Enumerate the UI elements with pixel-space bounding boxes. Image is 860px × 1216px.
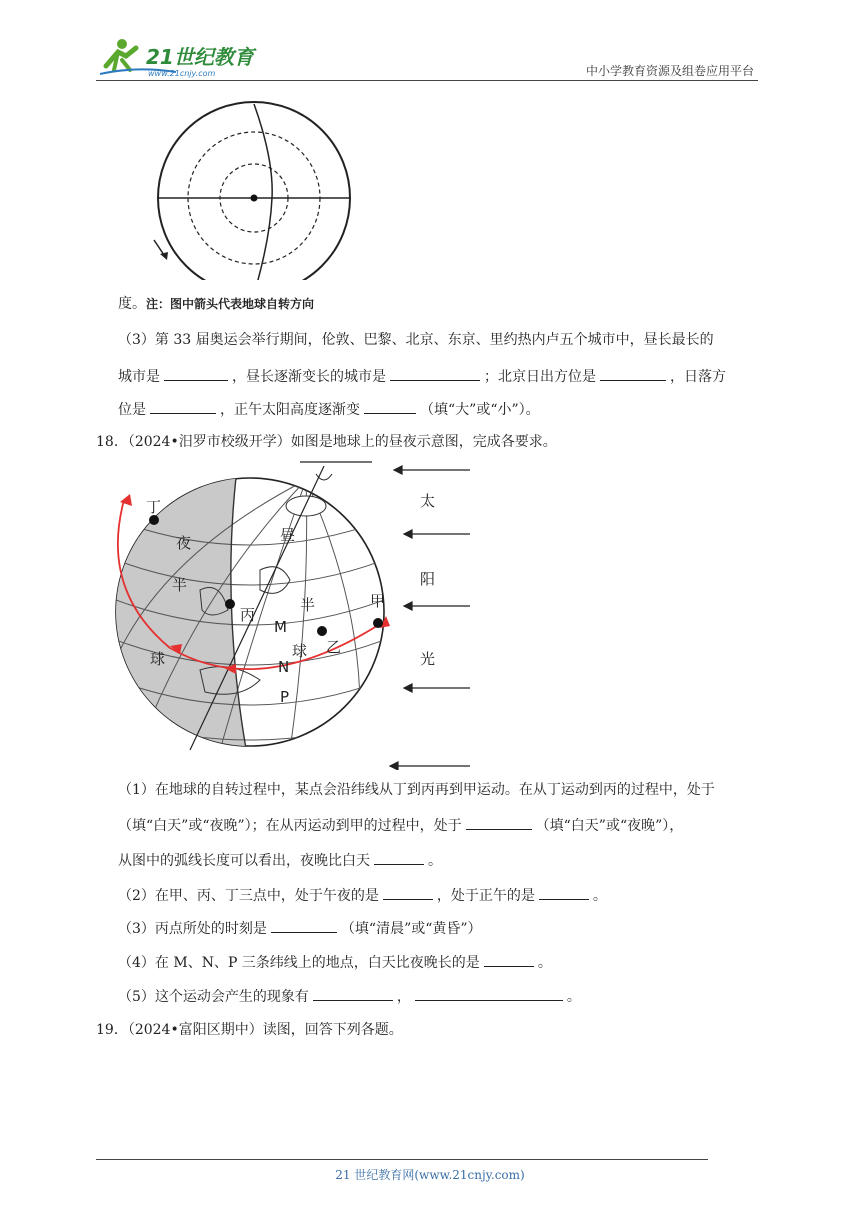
q17-3-text: 城市是 <box>118 369 160 385</box>
label-ye: 夜 <box>176 534 192 552</box>
q18-text: （5）这个运动会产生的现象有 <box>118 989 309 1005</box>
q17-3-text: ，正午太阳高度逐渐变 <box>220 402 360 418</box>
footer-site[interactable]: 21 世纪教育网(www.21cnjy.com) <box>335 1168 525 1182</box>
q18-text: 。 <box>428 853 442 869</box>
site-logo <box>96 36 266 80</box>
q17-3-text: ；北京日出方位是 <box>484 369 596 385</box>
answer-blank[interactable] <box>364 399 416 414</box>
label-jia: 甲 <box>370 592 386 610</box>
q18-title: 18．（2024•汨罗市校级开学）如图是地球上的昼夜示意图，完成各要求。 <box>96 434 557 450</box>
runner-logo-icon <box>96 36 266 80</box>
label-guang: 光 <box>420 650 436 668</box>
q17-3-line2 <box>118 366 726 387</box>
label-qiu-right: 球 <box>292 642 308 660</box>
label-p: P <box>280 688 290 706</box>
answer-blank[interactable] <box>271 918 337 933</box>
label-m: M <box>274 618 287 636</box>
label-n: N <box>278 658 290 676</box>
label-yi: 乙 <box>326 638 342 656</box>
polar-view-diagram <box>150 100 365 280</box>
q18-3 <box>118 918 482 939</box>
answer-blank[interactable] <box>374 850 424 865</box>
answer-blank[interactable] <box>313 986 393 1001</box>
label-ban-right: 半 <box>300 596 316 614</box>
q17-3-text: ，昼长逐渐变长的城市是 <box>232 369 386 385</box>
point-ding <box>149 515 159 525</box>
answer-blank[interactable] <box>383 885 433 900</box>
answer-blank[interactable] <box>539 885 589 900</box>
q18-text: ，处于正午的是 <box>436 888 535 904</box>
q18-text: 。 <box>537 955 552 971</box>
label-ding: 丁 <box>146 498 162 516</box>
q18-text: （2）在甲、丙、丁三点中，处于午夜的是 <box>118 888 379 904</box>
label-qiu-left: 球 <box>150 650 166 668</box>
q17-3-text: （填“大”或“小”）。 <box>420 402 540 418</box>
fig1-prefix: 度。 <box>118 296 146 312</box>
q18-text: （3）丙点所处的时刻是 <box>118 921 267 937</box>
label-bing: 丙 <box>240 606 256 624</box>
label-zhou: 昼 <box>280 526 296 544</box>
red-arrow-icon <box>120 494 132 506</box>
label-tai: 太 <box>420 492 436 510</box>
q18-text: 。 <box>566 989 581 1005</box>
point-jia <box>373 618 383 628</box>
q18-1-line2 <box>118 815 683 836</box>
footer-divider <box>96 1159 708 1160</box>
label-yang: 阳 <box>420 570 436 588</box>
q18-text: （填“白天”或“夜晚”）；在从丙运动到甲的过程中，处于 <box>118 818 462 834</box>
answer-blank[interactable] <box>466 815 532 830</box>
q18-4 <box>118 952 552 973</box>
q18-text: 。 <box>592 888 607 904</box>
fig1-note: 注：图中箭头代表地球自转方向 <box>146 297 315 311</box>
answer-blank[interactable] <box>164 366 228 381</box>
answer-blank[interactable] <box>600 366 666 381</box>
answer-blank[interactable] <box>484 952 534 967</box>
q18-text: ， <box>396 989 411 1005</box>
header-platform-name: 中小学教育资源及组卷应用平台 <box>585 64 754 78</box>
logo-text: 21世纪教育 <box>146 45 254 69</box>
q17-3-text: ，日落方 <box>670 369 726 385</box>
q17-3-line1: （3）第 33 届奥运会举行期间，伦敦、巴黎、北京、东京、里约热内卢五个城市中，昼长最长的 <box>118 332 714 348</box>
q19-title: 19．（2024•富阳区期中）读图，回答下列各题。 <box>96 1022 403 1038</box>
q18-text: （4）在 M、N、P 三条纬线上的地点，白天比夜晚长的是 <box>118 955 480 971</box>
point-yi <box>317 626 327 636</box>
q18-text: 从图中的弧线长度可以看出，夜晚比白天 <box>118 853 370 869</box>
day-night-globe-diagram <box>110 460 490 770</box>
q18-2 <box>118 885 607 906</box>
q18-text: （填“白天”或“夜晚”）， <box>535 818 684 834</box>
q18-1-line3 <box>118 850 442 871</box>
answer-blank[interactable] <box>415 986 563 1001</box>
logo-url: www.21cnjy.com <box>148 69 216 78</box>
label-ban-left: 半 <box>172 576 188 594</box>
header-divider <box>96 80 758 81</box>
q18-5 <box>118 986 581 1007</box>
q17-3-text: 位是 <box>118 402 146 418</box>
q18-text: （填“清晨”或“黄昏”） <box>340 921 482 937</box>
answer-blank[interactable] <box>150 399 216 414</box>
q17-3-line3 <box>118 399 540 420</box>
rotation-arrow-icon <box>154 240 168 260</box>
q18-1-line1: （1）在地球的自转过程中，某点会沿纬线从丁到丙再到甲运动。在从丁运动到丙的过程中，处于 <box>118 782 715 798</box>
point-bing <box>225 599 235 609</box>
answer-blank[interactable] <box>390 366 480 381</box>
